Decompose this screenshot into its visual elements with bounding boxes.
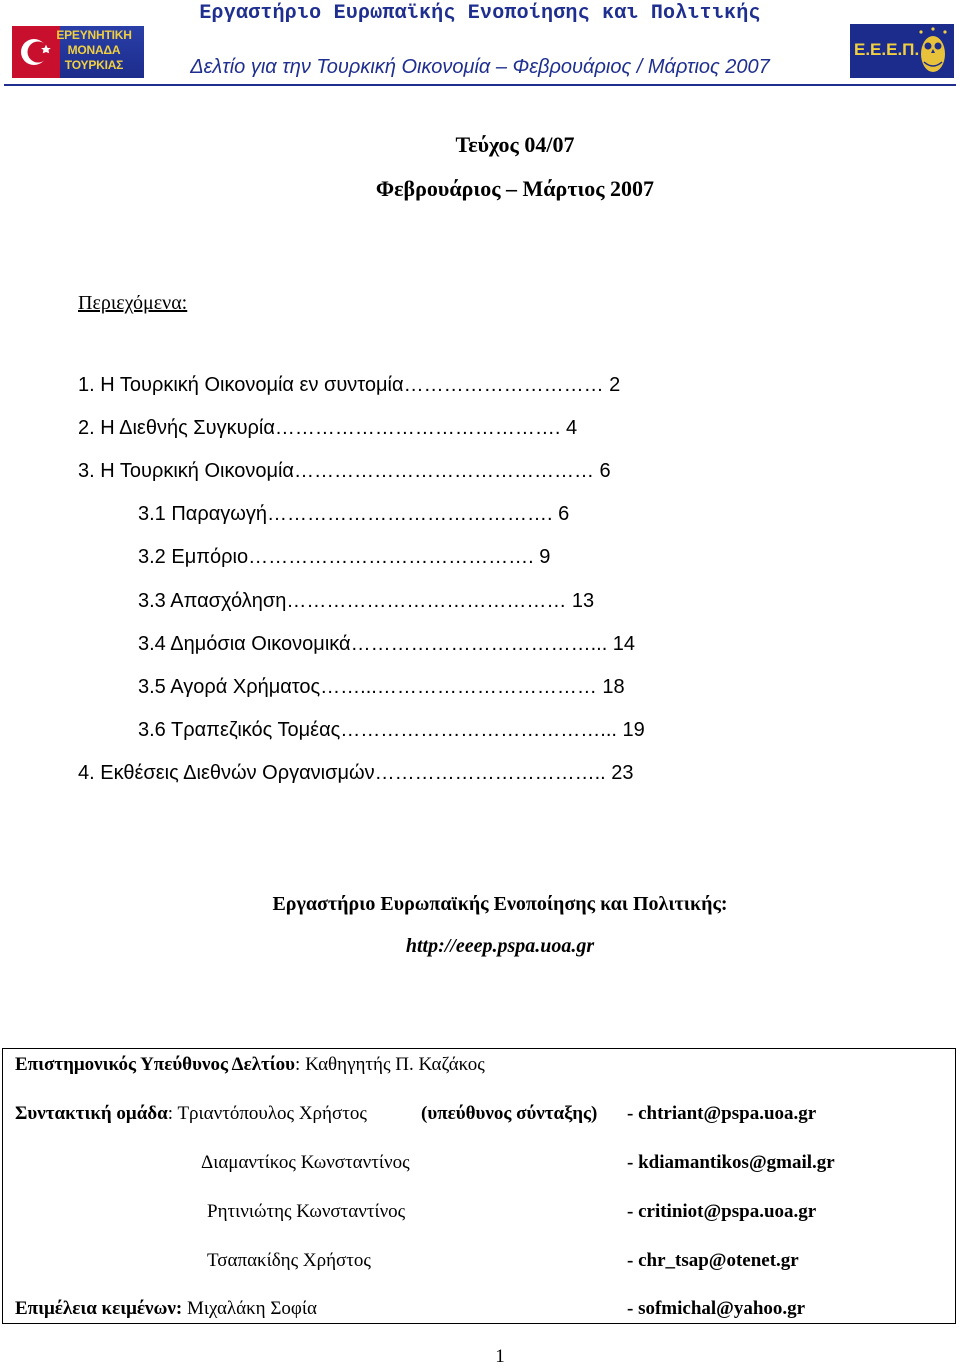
toc-item[interactable] bbox=[138, 545, 550, 569]
toc-item-page: 19 bbox=[616, 719, 645, 741]
editing-label: Επιμέλεια κειμένων: bbox=[15, 1298, 183, 1319]
toc-item-page: 13 bbox=[566, 590, 595, 612]
logo-text: ΕΡΕΥΝΗΤΙΚΗ ΜΟΝΑΔΑ ΤΟΥΡΚΙΑΣ bbox=[56, 28, 132, 72]
member-email[interactable]: - kdiamantikos@gmail.gr bbox=[627, 1152, 835, 1173]
toc-item-label: 3.6 Τραπεζικός Τομέας bbox=[138, 719, 341, 741]
toc-item-page: 9 bbox=[533, 546, 551, 568]
toc-item-label: 3. Η Τουρκική Οικονομία bbox=[78, 460, 294, 482]
toc-item-leader: ……...…………………………… bbox=[320, 676, 597, 698]
team-label: Συντακτική ομάδα bbox=[15, 1103, 168, 1124]
member-name: Διαμαντίκος Κωνσταντίνος bbox=[201, 1152, 410, 1173]
toc-item[interactable] bbox=[78, 761, 634, 785]
member-email[interactable]: - chr_tsap@otenet.gr bbox=[627, 1250, 799, 1271]
supervisor-line bbox=[15, 1054, 485, 1076]
member-name: Ρητινιώτης Κωνσταντίνος bbox=[207, 1201, 406, 1222]
owl-emblem-icon bbox=[916, 26, 950, 76]
toc-heading: Περιεχόμενα: bbox=[78, 292, 188, 314]
toc-item-leader: …………………………….. bbox=[374, 762, 606, 784]
issue-number: Τεύχος 04/07 bbox=[455, 132, 575, 157]
toc-item-page: 18 bbox=[596, 676, 625, 698]
toc-item-label: 3.1 Παραγωγή bbox=[138, 503, 268, 525]
lab-name: Εργαστήριο Ευρωπαϊκής Ενοποίησης και Πολιτικής: bbox=[272, 893, 728, 915]
toc-item-label: 3.3 Απασχόληση bbox=[138, 590, 287, 612]
toc-item[interactable] bbox=[138, 632, 635, 656]
team-lead-name: : Τριαντόπουλος Χρήστος bbox=[167, 1103, 367, 1124]
toc-item[interactable] bbox=[138, 675, 625, 699]
toc-item-leader: ……………………………………. bbox=[274, 417, 561, 439]
editorial-team-box bbox=[2, 1048, 956, 1324]
toc-item-leader: ……………………………………. bbox=[267, 503, 553, 525]
seal-text: Ε.Ε.Ε.Π. bbox=[854, 40, 920, 59]
team-lead-email[interactable]: - chtriant@pspa.uoa.gr bbox=[627, 1103, 817, 1124]
team-lead-line bbox=[15, 1103, 367, 1125]
editing-email[interactable]: - sofmichal@yahoo.gr bbox=[627, 1298, 806, 1319]
toc-item-leader: ……………………………………… bbox=[294, 460, 594, 482]
supervisor-label: Επιστημονικός Υπεύθυνος Δελτίου bbox=[15, 1054, 296, 1075]
toc-item-label: 2. Η Διεθνής Συγκυρία bbox=[78, 417, 275, 439]
member-name: Τσαπακίδης Χρήστος bbox=[207, 1250, 371, 1271]
header-subtitle: Δελτίο για την Τουρκική Οικονομία – Φεβρουάριος / Μάρτιος 2007 bbox=[190, 56, 770, 78]
toc-item[interactable] bbox=[138, 718, 645, 742]
toc-item-leader: …………………………………... bbox=[340, 719, 617, 741]
member-email[interactable]: - critiniot@pspa.uoa.gr bbox=[627, 1201, 817, 1222]
toc-item-leader: ………………………………... bbox=[350, 633, 608, 655]
toc-item[interactable] bbox=[78, 416, 577, 440]
toc-item-label: 3.5 Αγορά Χρήματος bbox=[138, 676, 321, 698]
page-number: 1 bbox=[495, 1346, 505, 1367]
editing-name: Μιχαλάκη Σοφία bbox=[182, 1298, 317, 1319]
toc-item-label: 3.4 Δημόσια Οικονομικά bbox=[138, 633, 351, 655]
toc-item-page: 2 bbox=[603, 374, 621, 396]
toc-item-label: 1. Η Τουρκική Οικονομία εν συντομία bbox=[78, 374, 404, 396]
toc-item-page: 6 bbox=[594, 460, 611, 482]
editing-line bbox=[15, 1298, 317, 1320]
toc-item[interactable] bbox=[78, 459, 611, 483]
toc-item-leader: ……………………………………. bbox=[248, 546, 534, 568]
toc-item-page: 4 bbox=[560, 417, 578, 439]
toc-item-page: 23 bbox=[605, 762, 634, 784]
toc-item[interactable] bbox=[78, 373, 620, 397]
toc-item-leader: ………………………… bbox=[403, 374, 604, 396]
toc-item-label: 4. Εκθέσεις Διεθνών Οργανισμών bbox=[78, 762, 375, 784]
toc-item-label: 3.2 Εμπόριο bbox=[138, 546, 249, 568]
eeep-seal-logo bbox=[850, 24, 954, 78]
toc-item[interactable] bbox=[138, 502, 569, 526]
lab-url-link[interactable]: http://eeep.pspa.uoa.gr bbox=[405, 935, 595, 957]
header-divider bbox=[4, 84, 956, 86]
issue-date: Φεβρουάριος – Μάρτιος 2007 bbox=[375, 176, 655, 201]
toc-item-page: 14 bbox=[607, 633, 636, 655]
toc-item[interactable] bbox=[138, 589, 594, 613]
team-lead-role: (υπεύθυνος σύνταξης) bbox=[421, 1103, 598, 1124]
header-title: Εργαστήριο Ευρωπαϊκής Ενοποίησης και Πολιτικής bbox=[199, 2, 761, 25]
supervisor-name: : Καθηγητής Π. Καζάκος bbox=[295, 1054, 485, 1075]
toc-item-page: 6 bbox=[552, 503, 570, 525]
toc-item-leader: …………………………………… bbox=[286, 590, 567, 612]
